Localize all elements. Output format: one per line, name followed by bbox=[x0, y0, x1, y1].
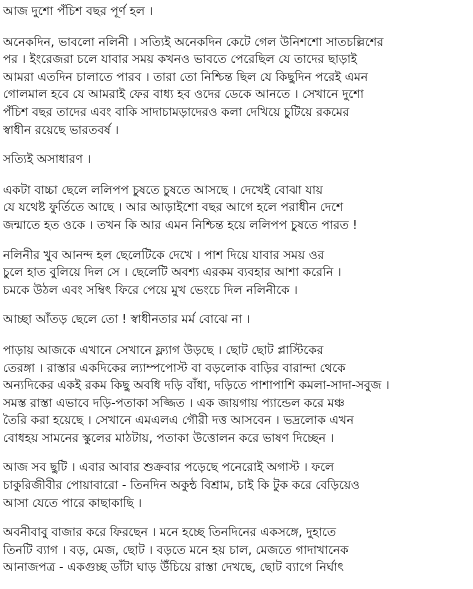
paragraph-independence bbox=[3, 34, 467, 140]
text-line: চুলে হাত বুলিয়ে দিল সে । ছেলেটি অবশ্য এরকম ব্যবহার আশা করেনি । bbox=[3, 265, 342, 280]
text-line: তিনটি ব্যাগ । বড়, মেজ, ছোট । বড়তে মনে হয় চাল, মেজতে গাদাখানেক bbox=[3, 542, 349, 557]
text-line: গোলমাল হবে যে আমরাই ফের বাধ্য হব ওদের ডেকে আনতে । সেখানে দুশো bbox=[3, 87, 364, 102]
paragraph-extraordinary bbox=[3, 151, 467, 169]
text-line: অবনীবাবু বাজার করে ফিরছেন । মনে হচ্ছে তিনদিনের একসঙ্গে, দুহাতে bbox=[3, 525, 336, 540]
paragraph-holiday bbox=[3, 459, 467, 512]
text-line: আচ্ছা আঁতড় ছেলে তো ! স্বাধীনতার মর্ম বোঝে না । bbox=[3, 312, 251, 327]
text-line: অনেকদিন, ভাবলো নলিনী । সত্যিই অনেকদিন কেটে গেল উনিশশো সাতচল্লিশের bbox=[3, 34, 384, 49]
text-line: চাকুরিজীবীর পোয়াবারো - তিনদিন অকুন্ঠ বিশ্রাম, চাই কি টুক করে বেড়িয়েও bbox=[3, 478, 360, 493]
document-page bbox=[3, 3, 467, 589]
text-line: তৈরি করা হয়েছে । সেখানে এমএলএ গৌরী দত্ত আসবেন । ভদ্রলোক এখন bbox=[3, 413, 354, 428]
text-line: আসা যেতে পারে কাছাকাছি । bbox=[3, 495, 142, 510]
paragraph-abanibabu bbox=[3, 524, 467, 577]
text-line: একটা বাচ্চা ছেলে ললিপপ চুষতে চুষতে আসছে । দেখেই বোঝা যায় bbox=[3, 182, 323, 197]
text-line: আজ সব ছুটি । এবার আবার শুক্রবার পড়েছে পনেরোই অগাস্ট । ফলে bbox=[3, 460, 334, 475]
text-line: সমস্ত রাস্তা এভাবে দড়ি-পতাকা সজ্জিত । এক জায়গায় প্যান্ডেল করে মঞ্চ bbox=[3, 395, 345, 410]
text-line: আমরা এতদিন চালাতে পারব । তারা তো নিশ্চিন্ত ছিল যে কিছুদিন পরেই এমন bbox=[3, 69, 368, 84]
text-line: সত্যিই অসাধারণ । bbox=[3, 152, 91, 167]
paragraph-nalini-reaction bbox=[3, 247, 467, 300]
text-line: জন্মাতে হত ওকে । তখন কি আর এমন নিশ্চিন্ত হয়ে ললিপপ চুষতে পারত ! bbox=[3, 217, 358, 232]
paragraph-heading bbox=[3, 3, 467, 21]
text-line: যে যথেষ্ট ফুর্তিতে আছে । আর আড়াইশো বছর আগে হলে পরাধীন দেশে bbox=[3, 200, 344, 215]
text-line: স্বাধীন রয়েছে ভারতবর্ষ । bbox=[3, 122, 119, 137]
text-line: পাড়ায় আজকে এখানে সেখানে ফ্ল্যাগ উড়ছে । ছোট ছোট প্লাস্টিকের bbox=[3, 342, 324, 357]
text-line: বোধহয় সামনের স্কুলের মাঠটায়, পতাকা উত্তোলন করে ভাষণ দিচ্ছেন । bbox=[3, 430, 334, 445]
text-line: অন্যদিকের একই রকম কিছু অবধি দড়ি বাঁধা, দড়িতে পাশাপাশি কমলা-সাদা-সবুজ । bbox=[3, 378, 390, 393]
paragraph-remark bbox=[3, 311, 467, 329]
paragraph-neighbourhood-flags bbox=[3, 342, 467, 448]
text-line: পঁচিশ বছর তাদের এবং বাকি সাদাচামড়াদেরও কলা দেখিয়ে চুটিয়ে রকমের bbox=[3, 104, 350, 119]
text-line: চমকে উঠল এবং সম্বিৎ ফিরে পেয়ে মুখ ভেংচে দিল নলিনীকে । bbox=[3, 282, 298, 297]
text-line: তেরঙ্গা । রাস্তার একদিকের ল্যাম্পপোস্ট বা বড়লোক বাড়ির বারান্দা থেকে bbox=[3, 360, 346, 375]
paragraph-lollipop-boy bbox=[3, 182, 467, 235]
text-line: আনাজপত্র - একগুচ্ছ ডাঁটা ঘাড় উঁচিয়ে রাস্তা দেখছে, ছোট ব্যাগে নির্ঘাৎ bbox=[3, 560, 344, 575]
text-line: পর । ইংরেজরা চলে যাবার সময় কখনও ভাবতে পেরেছিল যে তাদের ছাড়াই bbox=[3, 52, 358, 67]
text-line: নলিনীর খুব আনন্দ হল ছেলেটিকে দেখে । পাশ দিয়ে যাবার সময় ওর bbox=[3, 247, 325, 262]
text-line: আজ দুশো পঁচিশ বছর পূর্ণ হল । bbox=[3, 4, 153, 18]
